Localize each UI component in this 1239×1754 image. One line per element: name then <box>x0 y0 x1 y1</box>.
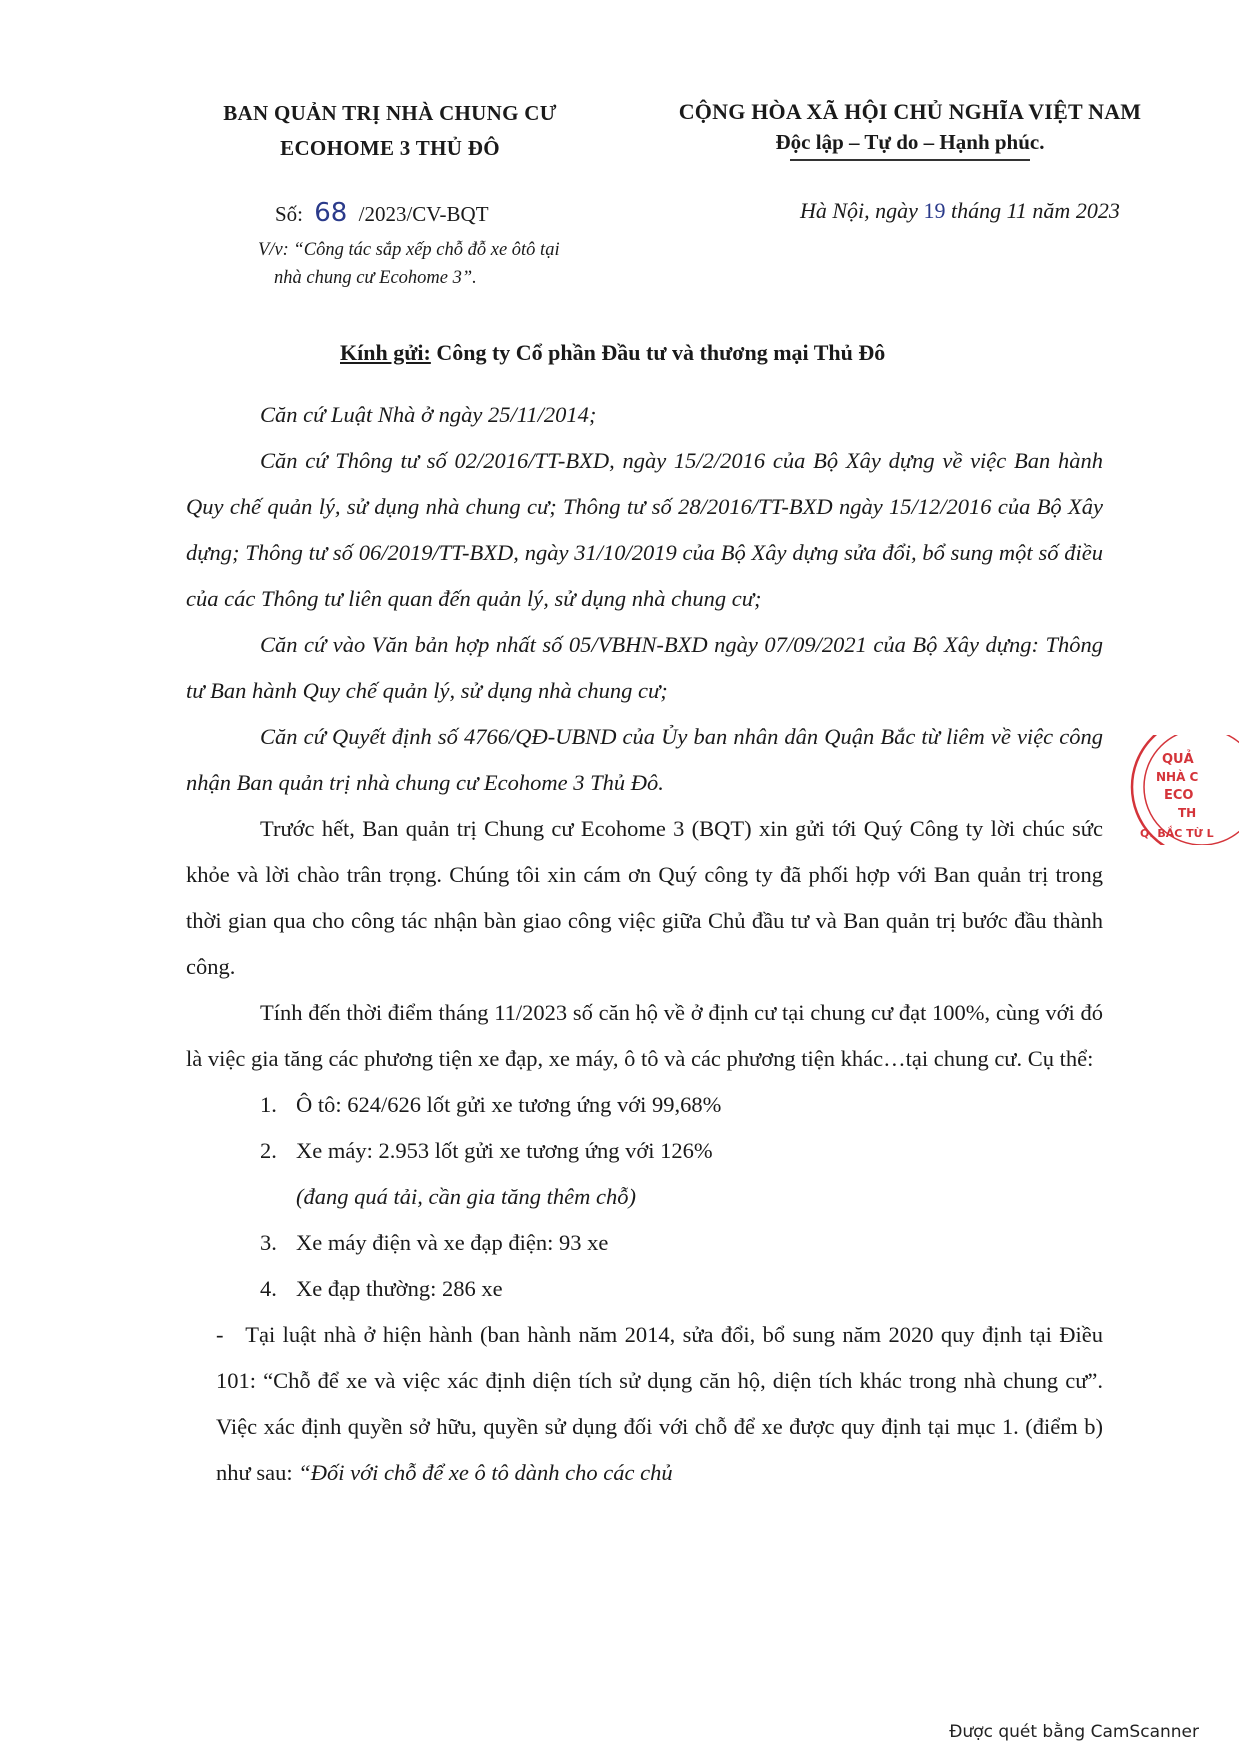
dash-marker: - <box>216 1322 224 1347</box>
legal-basis-1: Căn cứ Luật Nhà ở ngày 25/11/2014; <box>260 402 597 427</box>
stamp-text-2: NHÀ C <box>1156 770 1199 784</box>
list-note: (đang quá tải, cần gia tăng thêm chỗ) <box>296 1184 636 1209</box>
issuer-line-1: BAN QUẢN TRỊ NHÀ CHUNG CƯ <box>223 101 557 125</box>
national-header <box>640 96 1180 158</box>
date-prefix: Hà Nội, ngày <box>800 198 918 223</box>
status-paragraph: Tính đến thời điểm tháng 11/2023 số căn hộ về ở định cư tại chung cư đạt 100%, cùng với đó là việc gia tăng các phương tiện xe đạp, xe máy, ô tô và các phương tiện khác…tại chung cư. Cụ thể: <box>186 1000 1103 1071</box>
recipient-label: Kính gửi: <box>340 340 431 365</box>
document-date <box>800 198 1120 224</box>
stamp-text-5: Q. BẮC TỪ L <box>1140 827 1214 840</box>
letter-body <box>186 392 1103 1496</box>
legal-basis-2: Căn cứ Thông tư số 02/2016/TT-BXD, ngày 15/2/2016 của Bộ Xây dựng về việc Ban hành Quy chế quản lý, sử dụng nhà chung cư; Thông tư số 28/2016/TT-BXD ngày 15/12/2016 của Bộ Xây dựng; Thông tư số 06/2019/TT-BXD, ngày 31/10/2019 của Bộ Xây dựng sửa đổi, bổ sung một số điều của các Thông tư liên quan đến quản lý, sử dụng nhà chung cư; <box>186 448 1103 611</box>
list-item: 2. Xe máy: 2.953 lốt gửi xe tương ứng với 126% <box>260 1138 713 1163</box>
national-motto: Độc lập – Tự do – Hạnh phúc. <box>775 130 1045 154</box>
list-item: 4. Xe đạp thường: 286 xe <box>260 1276 503 1301</box>
red-seal-stamp <box>1120 735 1239 845</box>
subject-line-1: V/v: “Công tác sắp xếp chỗ đỗ xe ôtô tại <box>258 240 560 260</box>
document-number <box>275 198 489 228</box>
law-text: Tại luật nhà ở hiện hành (ban hành năm 2014, sửa đổi, bổ sung năm 2020 quy định tại Điều 101: “Chỗ để xe và việc xác định diện tích sử dụng căn hộ, diện tích khác trong nhà chung cư”. Việc xác định quyền sở hữu, quyền sử dụng đối với chỗ để xe được quy định tại mục 1. (điểm b) như sau: <box>216 1322 1103 1485</box>
stamp-text-4: TH <box>1178 806 1197 820</box>
legal-basis-3: Căn cứ vào Văn bản hợp nhất số 05/VBHN-BXD ngày 07/09/2021 của Bộ Xây dựng: Thông tư Ban hành Quy chế quản lý, sử dụng nhà chung cư; <box>186 632 1103 703</box>
recipient <box>340 340 885 366</box>
issuer-line-2: ECOHOME 3 THỦ ĐÔ <box>280 136 500 160</box>
document-number-handwritten: 68 <box>314 198 348 228</box>
stamp-text-3: ECO <box>1164 788 1194 803</box>
date-suffix: tháng 11 năm 2023 <box>950 198 1120 223</box>
date-day-handwritten: 19 <box>923 198 946 223</box>
stamp-text-1: QUẢ <box>1162 752 1194 767</box>
issuer-block <box>170 96 610 166</box>
recipient-name: Công ty Cổ phần Đầu tư và thương mại Thủ Đô <box>436 340 886 365</box>
greeting-paragraph: Trước hết, Ban quản trị Chung cư Ecohome 3 (BQT) xin gửi tới Quý Công ty lời chúc sức khỏe và lời chào trân trọng. Chúng tôi xin cám ơn Quý công ty đã phối hợp với Ban quản trị trong thời gian qua cho công tác nhận bàn giao công việc giữa Chủ đầu tư và Ban quản trị bước đầu thành công. <box>186 816 1103 979</box>
vehicle-list <box>186 1082 1103 1312</box>
law-paragraph <box>186 1312 1103 1496</box>
law-quote: “Đối với chỗ để xe ô tô dành cho các chủ <box>298 1460 673 1485</box>
list-item: 3. Xe máy điện và xe đạp điện: 93 xe <box>260 1230 609 1255</box>
scanner-watermark: Được quét bằng CamScanner <box>949 1722 1199 1742</box>
motto-underline <box>790 159 1030 161</box>
document-number-prefix: Số: <box>275 202 304 226</box>
subject-line-2: nhà chung cư Ecohome 3”. <box>274 268 477 288</box>
legal-basis-4: Căn cứ Quyết định số 4766/QĐ-UBND của Ủy ban nhân dân Quận Bắc từ liêm về việc công nhận Ban quản trị nhà chung cư Ecohome 3 Thủ Đô. <box>186 724 1103 795</box>
national-title: CỘNG HÒA XÃ HỘI CHỦ NGHĨA VIỆT NAM <box>678 99 1142 124</box>
list-item: 1. Ô tô: 624/626 lốt gửi xe tương ứng với 99,68% <box>260 1092 722 1117</box>
document-number-suffix: /2023/CV-BQT <box>358 202 489 226</box>
subject-block <box>258 236 560 292</box>
